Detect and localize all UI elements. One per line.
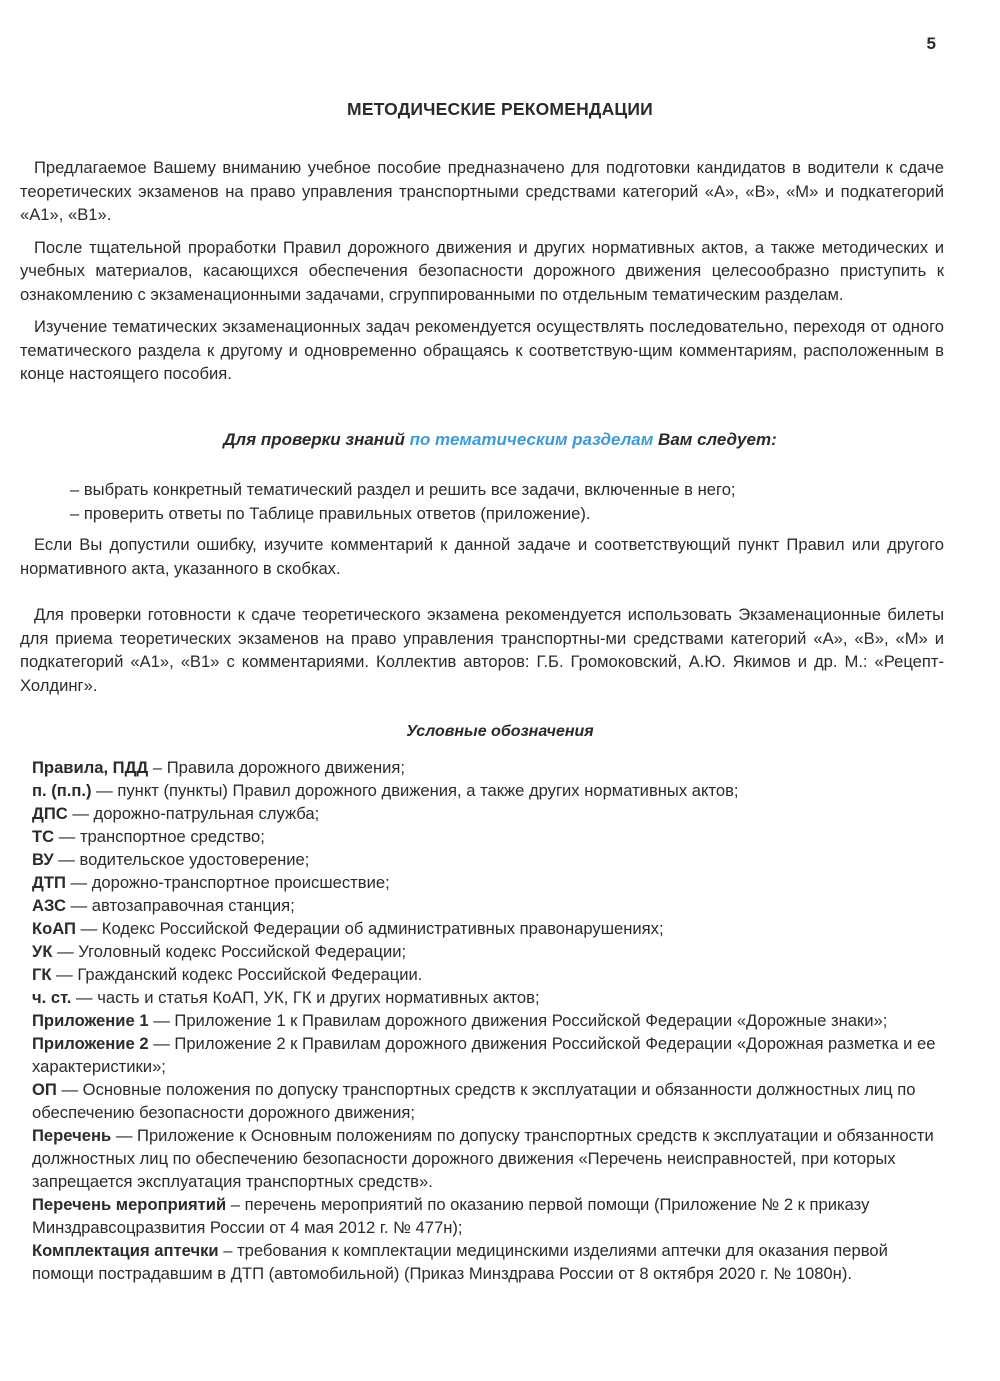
definition-text: — пункт (пункты) Правил дорожного движения, а также других нормативных актов; xyxy=(91,781,739,800)
definition-item xyxy=(32,871,952,894)
definition-text: – перечень мероприятий по оказанию первой помощи (Приложение № 2 к приказу Минздравсоцразвития России от 4 мая 2012 г. № 477н); xyxy=(32,1195,870,1237)
definition-term: ДПС xyxy=(32,804,68,823)
definition-item xyxy=(32,1032,952,1078)
definition-item xyxy=(32,848,952,871)
steps-list xyxy=(70,478,950,525)
definition-text: — Гражданский кодекс Российской Федерации. xyxy=(51,965,423,984)
definition-term: АЗС xyxy=(32,896,66,915)
definition-term: ТС xyxy=(32,827,55,846)
definition-text: — Основные положения по допуску транспортных средств к эксплуатации и обязанности должностных лиц по обеспечению безопасности дорожного движения; xyxy=(32,1080,916,1122)
error-section xyxy=(20,533,944,580)
definition-term: Перечень мероприятий xyxy=(32,1195,227,1214)
definition-item xyxy=(32,940,952,963)
error-paragraph: Если Вы допустили ошибку, изучите комментарий к данной задаче и соответствующий пункт Правил или другого нормативного акта, указанного в скобках. xyxy=(20,535,944,578)
intro-section xyxy=(20,156,944,395)
definition-item xyxy=(32,1239,952,1285)
definition-text: — дорожно-патрульная служба; xyxy=(67,804,320,823)
intro-paragraph: После тщательной проработки Правил дорожного движения и других нормативных актов, а также методических и учебных материалов, касающихся обеспечения безопасности дорожного движения целесообразно приступить к ознакомлению с экзаменационными задачами, сгруппированными по отдельным тематическим разделам. xyxy=(20,237,944,304)
definition-term: п. (п.п.) xyxy=(32,781,92,800)
definitions-list xyxy=(32,756,952,1285)
definition-item xyxy=(32,917,952,940)
definition-item xyxy=(32,894,952,917)
definition-text: — Приложение к Основным положениям по допуску транспортных средств к эксплуатации и обязанности должностных лиц по обеспечению безопасности дорожного движения «Перечень неисправностей, при которых запрещается эксплуатация транспортных средств». xyxy=(32,1126,934,1191)
definition-item xyxy=(32,756,952,779)
definition-text: – требования к комплектации медицинскими изделиями аптечки для оказания первой помощи пострадавшим в ДТП (автомобильной) (Приказ Минздрава России от 8 октября 2020 г. № 1080н). xyxy=(32,1241,888,1283)
legend-heading: Условные обозначения xyxy=(406,723,594,740)
definition-term: ч. ст. xyxy=(32,988,72,1007)
intro-paragraph: Предлагаемое Вашему вниманию учебное пособие предназначено для подготовки кандидатов в водители к сдаче теоретических экзаменов на право управления транспортными средствами категорий «А», «В», «М» и подкатегорий «А1», «В1». xyxy=(20,158,944,224)
definition-text: — водительское удостоверение; xyxy=(53,850,310,869)
definition-term: Приложение 2 xyxy=(32,1034,149,1053)
definition-text: — часть и статья КоАП, УК, ГК и других нормативных актов; xyxy=(71,988,540,1007)
step-item: – проверить ответы по Таблице правильных ответов (приложение). xyxy=(70,503,591,523)
check-heading-highlight: по тематическим разделам xyxy=(409,430,654,449)
definition-text: – Правила дорожного движения; xyxy=(148,758,406,777)
step-item: – выбрать конкретный тематический раздел и решить все задачи, включенные в него; xyxy=(70,480,736,499)
definition-item xyxy=(32,779,952,802)
definition-text: — транспортное средство; xyxy=(54,827,265,846)
definition-term: ГК xyxy=(32,965,52,984)
definition-term: Перечень xyxy=(32,1126,112,1145)
definition-text: — автозаправочная станция; xyxy=(65,896,295,915)
definition-item xyxy=(32,986,952,1009)
definition-item xyxy=(32,1124,952,1193)
readiness-section xyxy=(20,603,944,697)
definition-item xyxy=(32,1009,952,1032)
definition-item xyxy=(32,963,952,986)
definition-item xyxy=(32,802,952,825)
definition-term: ОП xyxy=(32,1080,57,1099)
definition-term: Правила, ПДД xyxy=(32,758,149,777)
definition-item xyxy=(32,825,952,848)
definition-text: — Приложение 2 к Правилам дорожного движения Российской Федерации «Дорожная разметка и ее характеристики»; xyxy=(32,1034,936,1076)
page-number: 5 xyxy=(926,34,936,53)
definition-text: — Уголовный кодекс Российской Федерации; xyxy=(52,942,407,961)
readiness-paragraph: Для проверки готовности к сдаче теоретического экзамена рекомендуется использовать Экзаменационные билеты для приема теоретических экзаменов на право управления транспортны-ми средствами категорий «А», «В», «М» и подкатегорий «А1», «В1» с комментариями. Коллектив авторов: Г.Б. Громоковский, А.Ю. Якимов и др. М.: «Рецепт-Холдинг». xyxy=(20,605,944,695)
check-heading-after: Вам следует: xyxy=(653,430,777,449)
check-heading xyxy=(0,430,1000,450)
definition-text: — Приложение 1 к Правилам дорожного движения Российской Федерации «Дорожные знаки»; xyxy=(148,1011,888,1030)
page-title: МЕТОДИЧЕСКИЕ РЕКОМЕНДАЦИИ xyxy=(347,99,653,119)
definition-term: УК xyxy=(32,942,53,961)
definition-term: Приложение 1 xyxy=(32,1011,149,1030)
definition-term: ВУ xyxy=(32,850,54,869)
definition-text: — Кодекс Российской Федерации об административных правонарушениях; xyxy=(75,919,664,938)
definition-item xyxy=(32,1078,952,1124)
definition-term: Комплектация аптечки xyxy=(32,1241,219,1260)
definition-text: — дорожно-транспортное происшествие; xyxy=(65,873,390,892)
check-heading-before: Для проверки знаний xyxy=(223,430,410,449)
intro-paragraph: Изучение тематических экзаменационных задач рекомендуется осуществлять последовательно, переходя от одного тематического раздела к другому и одновременно обращаясь к соответствую-щим комментариям, расположенным в конце настоящего пособия. xyxy=(20,317,944,383)
definition-term: ДТП xyxy=(32,873,66,892)
definition-item xyxy=(32,1193,952,1239)
definition-term: КоАП xyxy=(32,919,76,938)
